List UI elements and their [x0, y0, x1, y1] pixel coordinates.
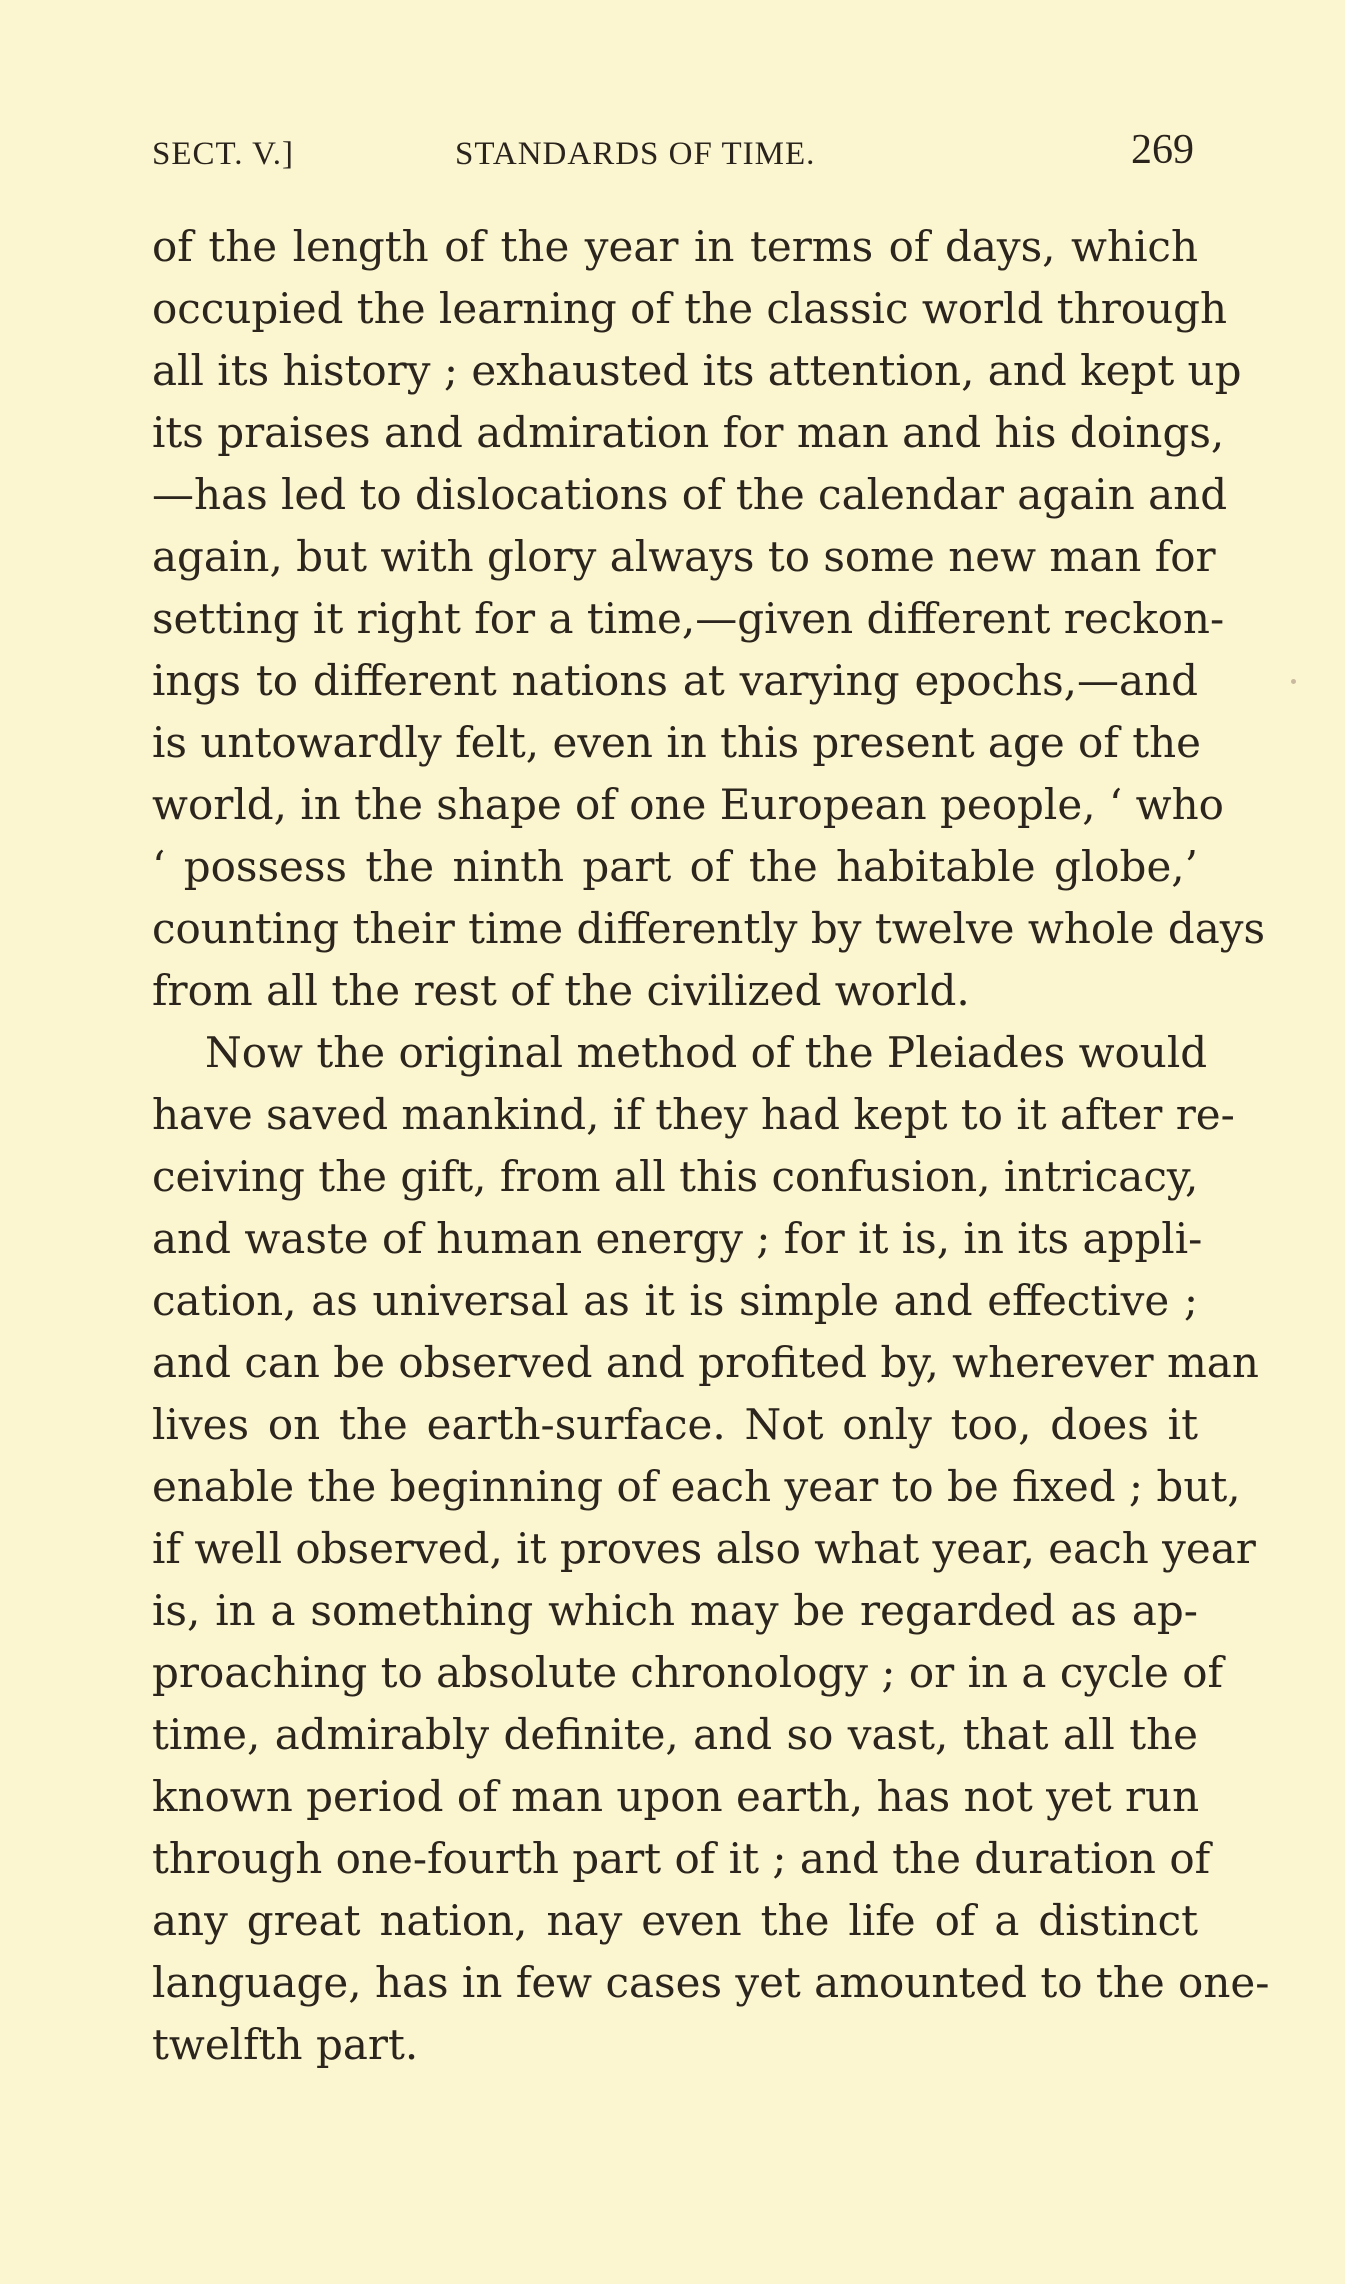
text-line: if well observed, it proves also what year, each year: [152, 1524, 1256, 1573]
text-line: have saved mankind, if they had kept to it after re-: [152, 1090, 1235, 1139]
text-line: ings to different nations at varying epochs,—and: [152, 656, 1198, 705]
text-line: —has led to dislocations of the calendar again and: [152, 470, 1228, 519]
text-line: any great nation, nay even the life of a distinct: [152, 1896, 1198, 1945]
text-line: time, admirably definite, and so vast, that all the: [152, 1710, 1198, 1759]
text-line: cation, as universal as it is simple and effective ;: [152, 1276, 1198, 1325]
paragraph-2: [152, 1022, 1270, 2076]
text-line: counting their time differently by twelve whole days: [152, 904, 1266, 953]
text-line: proaching to absolute chronology ; or in a cycle of: [152, 1648, 1224, 1697]
text-line: is untowardly felt, even in this present age of the: [152, 718, 1202, 767]
text-line: Now the original method of the Pleiades would: [205, 1028, 1208, 1077]
text-line: world, in the shape of one European people, ‘ who: [152, 780, 1224, 829]
paper-speck: [1291, 679, 1296, 684]
text-line: known period of man upon earth, has not yet run: [152, 1772, 1200, 1821]
text-line: lives on the earth-surface. Not only too, does it: [152, 1400, 1198, 1449]
page-title: STANDARDS OF TIME.: [455, 136, 816, 172]
body-text: [152, 216, 1270, 2076]
text-line: is, in a something which may be regarded as ap-: [152, 1586, 1198, 1635]
section-label: SECT. V.]: [152, 136, 294, 172]
text-line: from all the rest of the civilized world.: [152, 966, 970, 1015]
text-line: twelfth part.: [152, 2020, 419, 2069]
text-line: enable the beginning of each year to be fixed ; but,: [152, 1462, 1241, 1511]
text-line: through one-fourth part of it ; and the duration of: [152, 1834, 1211, 1883]
text-line: setting it right for a time,—given different reckon-: [152, 594, 1225, 643]
text-line: ‘ possess the ninth part of the habitable globe,’: [152, 842, 1198, 891]
text-line: all its history ; exhausted its attention, and kept up: [152, 346, 1242, 395]
text-line: occupied the learning of the classic world through: [152, 284, 1228, 333]
text-line: of the length of the year in terms of days, which: [152, 222, 1198, 271]
paragraph-1: [152, 216, 1266, 1022]
text-line: again, but with glory always to some new man for: [152, 532, 1216, 581]
text-line: and waste of human energy ; for it is, in its appli-: [152, 1214, 1203, 1263]
text-line: language, has in few cases yet amounted to the one-: [152, 1958, 1270, 2007]
text-line: its praises and admiration for man and his doings,: [152, 408, 1225, 457]
page-number: 269: [1131, 127, 1194, 173]
text-line: and can be observed and profited by, wherever man: [152, 1338, 1259, 1387]
text-line: ceiving the gift, from all this confusion, intricacy,: [152, 1152, 1199, 1201]
running-head: [152, 128, 1194, 188]
